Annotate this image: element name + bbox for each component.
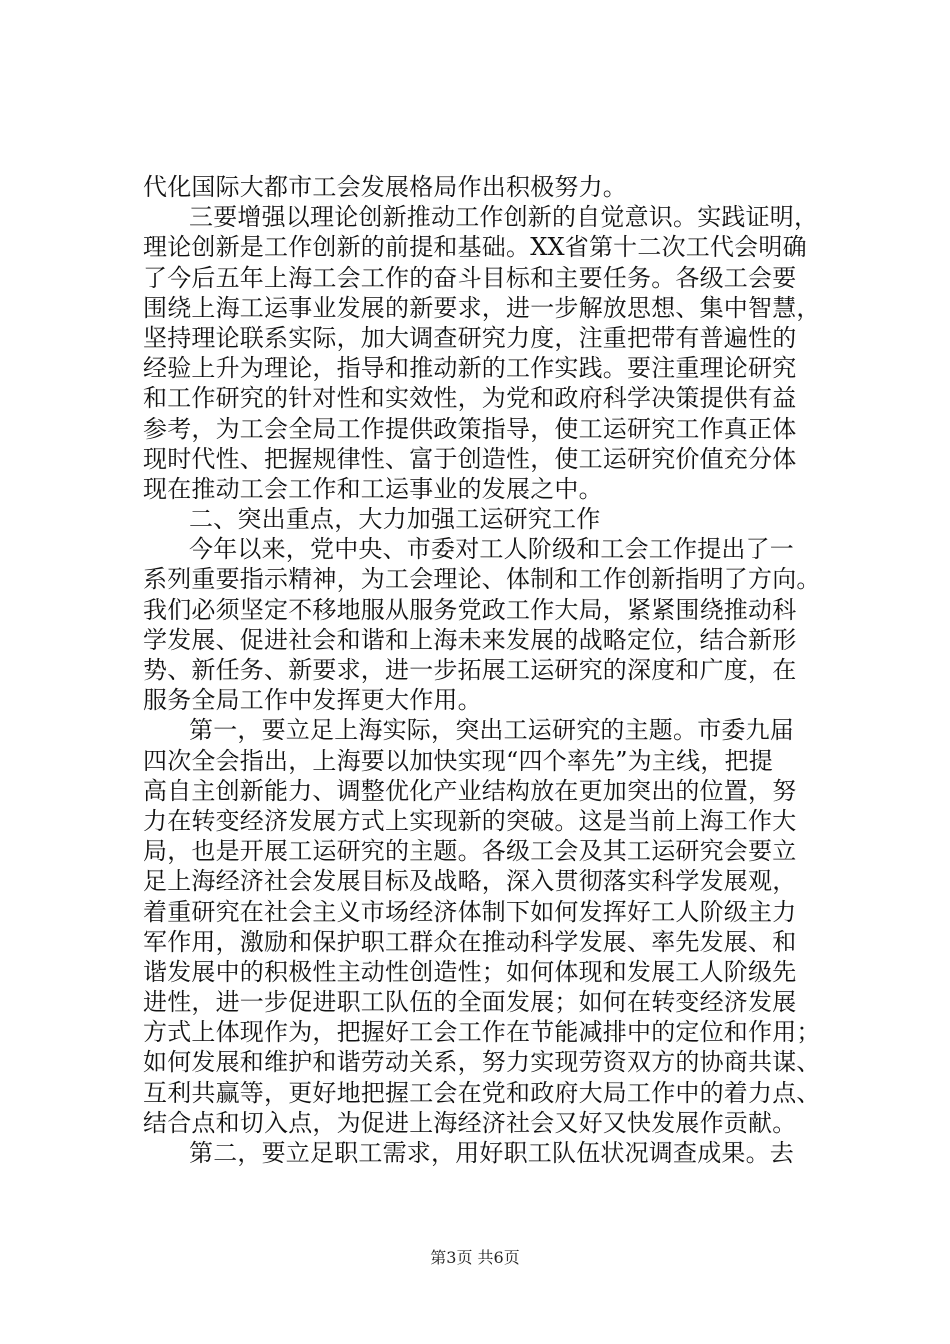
page-number-footer: 第3页 共6页 <box>430 1248 520 1267</box>
text-line: 坚持理论联系实际，加大调查研究力度，注重把带有普遍性的 <box>143 323 797 352</box>
text-line: 谐发展中的积极性主动性创造性；如何体现和发展工人阶级先 <box>143 957 797 986</box>
text-line: 系列重要指示精神，为工会理论、体制和工作创新指明了方向。 <box>143 565 821 594</box>
text-line: 三要增强以理论创新推动工作创新的自觉意识。实践证明， <box>189 203 819 232</box>
text-line: 学发展、促进社会和谐和上海未来发展的战略定位，结合新形 <box>143 625 797 654</box>
text-line: 第二，要立足职工需求，用好职工队伍状况调查成果。去 <box>189 1139 794 1167</box>
text-line: 互利共赢等，更好地把握工会在党和政府大局工作中的着力点、 <box>143 1078 821 1107</box>
text-line: 方式上体现作为，把握好工会工作在节能减排中的定位和作用； <box>143 1018 821 1047</box>
text-line: 结合点和切入点，为促进上海经济社会又好又快发展作贡献。 <box>143 1108 797 1137</box>
text-line: 如何发展和维护和谐劳动关系，努力实现劳资双方的协商共谋、 <box>143 1048 821 1077</box>
text-line: 今年以来，党中央、市委对工人阶级和工会工作提出了一 <box>189 535 794 564</box>
text-line: 了今后五年上海工会工作的奋斗目标和主要任务。各级工会要 <box>143 263 797 292</box>
text-line: 围绕上海工运事业发展的新要求，进一步解放思想、集中智慧， <box>143 293 821 322</box>
text-line: 高自主创新能力、调整优化产业结构放在更加突出的位置，努 <box>143 776 797 805</box>
text-line: 局，也是开展工运研究的主题。各级工会及其工运研究会要立 <box>143 837 797 866</box>
text-line: 第一，要立足上海实际，突出工运研究的主题。市委九届 <box>189 716 794 745</box>
body-text <box>143 172 823 1168</box>
text-line: 四次全会指出，上海要以加快实现“四个率先”为主线，把提 <box>143 746 773 775</box>
text-line: 经验上升为理论，指导和推动新的工作实践。要注重理论研究 <box>143 354 797 383</box>
text-line: 现时代性、把握规律性、富于创造性，使工运研究价值充分体 <box>143 444 797 473</box>
text-line: 我们必须坚定不移地服从服务党政工作大局，紧紧围绕推动科 <box>143 595 797 624</box>
text-line: 进性，进一步促进职工队伍的全面发展；如何在转变经济发展 <box>143 988 797 1017</box>
text-line: 势、新任务、新要求，进一步拓展工运研究的深度和广度，在 <box>143 656 797 684</box>
text-line: 足上海经济社会发展目标及战略，深入贯彻落实科学发展观， <box>143 867 797 896</box>
text-line: 和工作研究的针对性和实效性，为党和政府科学决策提供有益 <box>143 384 797 413</box>
text-line: 参考，为工会全局工作提供政策指导，使工运研究工作真正体 <box>143 414 797 443</box>
text-line: 代化国际大都市工会发展格局作出积极努力。 <box>143 173 627 201</box>
text-line: 理论创新是工作创新的前提和基础。XX省第十二次工代会明确 <box>143 233 807 262</box>
text-line: 军作用，激励和保护职工群众在推动科学发展、率先发展、和 <box>143 927 797 956</box>
text-line: 二、突出重点，大力加强工运研究工作 <box>189 505 601 534</box>
text-line: 力在转变经济发展方式上实现新的突破。这是当前上海工作大 <box>143 806 797 835</box>
text-line: 现在推动工会工作和工运事业的发展之中。 <box>143 474 603 503</box>
text-line: 服务全局工作中发挥更大作用。 <box>143 686 482 715</box>
text-line: 着重研究在社会主义市场经济体制下如何发挥好工人阶级主力 <box>143 897 797 926</box>
